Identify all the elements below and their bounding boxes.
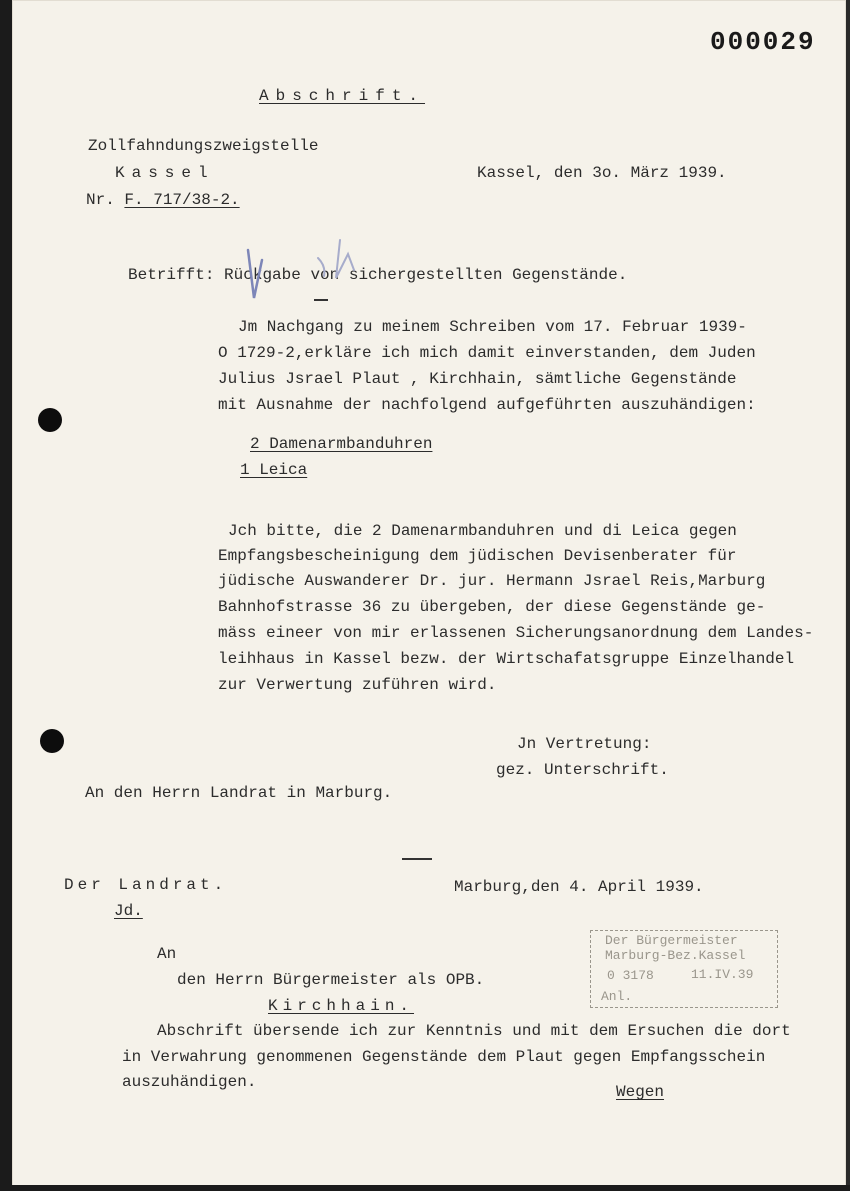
signature-line2: gez. Unterschrift.: [496, 761, 669, 779]
stamp-line3: 0 3178: [607, 968, 654, 983]
second-sender-ref: Jd.: [114, 902, 143, 920]
stamp-line2: Marburg-Bez.Kassel: [605, 948, 746, 963]
sender-office: Zollfahndungszweigstelle: [88, 137, 319, 155]
scan-edge-left: [0, 0, 12, 1191]
paragraph1-line2: O 1729-2,erkläre ich mich damit einverstanden, dem Juden: [218, 344, 756, 362]
document-heading: Abschrift.: [259, 87, 426, 105]
second-text-line1: Abschrift übersende ich zur Kenntnis und mit dem Ersuchen die dort: [157, 1022, 791, 1040]
paragraph2-line5: mäss eineer von mir erlassenen Sicherungsanordnung dem Landes-: [218, 624, 814, 642]
item-watches: 2 Damenarmbanduhren: [250, 435, 433, 453]
second-date-line: Marburg,den 4. April 1939.: [454, 878, 704, 896]
recipient-line: An den Herrn Landrat in Marburg.: [85, 784, 393, 802]
stamp-line4: 11.IV.39: [691, 967, 754, 982]
stamp-line5: Anl.: [601, 989, 633, 1004]
paragraph1-line1: Jm Nachgang zu meinem Schreiben vom 17. Februar 1939-: [238, 318, 747, 336]
scan-edge-right: [846, 0, 850, 1191]
paragraph2-line4: Bahnhofstrasse 36 zu übergeben, der diese Gegenstände ge-: [218, 598, 766, 616]
subject-line: [128, 265, 627, 285]
pencil-mark-icon: [240, 236, 370, 316]
document-number: 000029: [710, 27, 816, 57]
second-to-line: den Herrn Bürgermeister als OPB.: [177, 971, 485, 989]
punch-hole-top: [38, 408, 62, 432]
date-line: Kassel, den 3o. März 1939.: [477, 164, 727, 182]
section-divider: [402, 858, 432, 860]
paragraph2-line3: jüdische Auswanderer Dr. jur. Hermann Jsrael Reis,Marburg: [218, 572, 766, 590]
document-page: [12, 0, 846, 1186]
ref-number: F. 717/38-2.: [124, 191, 240, 209]
subject-label: Betrifft:: [128, 266, 215, 284]
second-text-line2: in Verwahrung genommenen Gegenstände dem Plaut gegen Empfangsschein: [122, 1048, 766, 1066]
receipt-stamp: [590, 930, 778, 1008]
paragraph1-line4: mit Ausnahme der nachfolgend aufgeführten auszuhändigen:: [218, 396, 756, 414]
paragraph2-line1: Jch bitte, die 2 Damenarmbanduhren und di Leica gegen: [228, 522, 737, 540]
item-leica: 1 Leica: [240, 461, 308, 479]
subject-text: Rückgabe von sichergestellten Gegenstände.: [224, 266, 628, 284]
signature-line1: Jn Vertretung:: [517, 735, 652, 753]
paragraph2-line7: zur Verwertung zuführen wird.: [218, 676, 497, 694]
punch-hole-bottom: [40, 729, 64, 753]
ref-prefix: Nr.: [86, 191, 115, 209]
scan-edge-bottom: [0, 1185, 850, 1191]
paragraph2-line6: leihhaus in Kassel bezw. der Wirtschafatsgruppe Einzelhandel: [218, 650, 795, 668]
second-text-line3: auszuhändigen.: [122, 1073, 257, 1091]
footer-word: Wegen: [616, 1083, 665, 1101]
stamp-line1: Der Bürgermeister: [605, 933, 738, 948]
second-sender: Der Landrat.: [64, 876, 228, 894]
second-to-city: Kirchhain.: [268, 997, 415, 1015]
paragraph1-line3: Julius Jsrael Plaut , Kirchhain, sämtliche Gegenstände: [218, 370, 737, 388]
second-to-label: An: [157, 945, 177, 963]
sender-city: Kassel: [115, 164, 215, 182]
paragraph2-line2: Empfangsbescheinigung dem jüdischen Devisenberater für: [218, 547, 737, 565]
sender-reference: [86, 190, 240, 210]
